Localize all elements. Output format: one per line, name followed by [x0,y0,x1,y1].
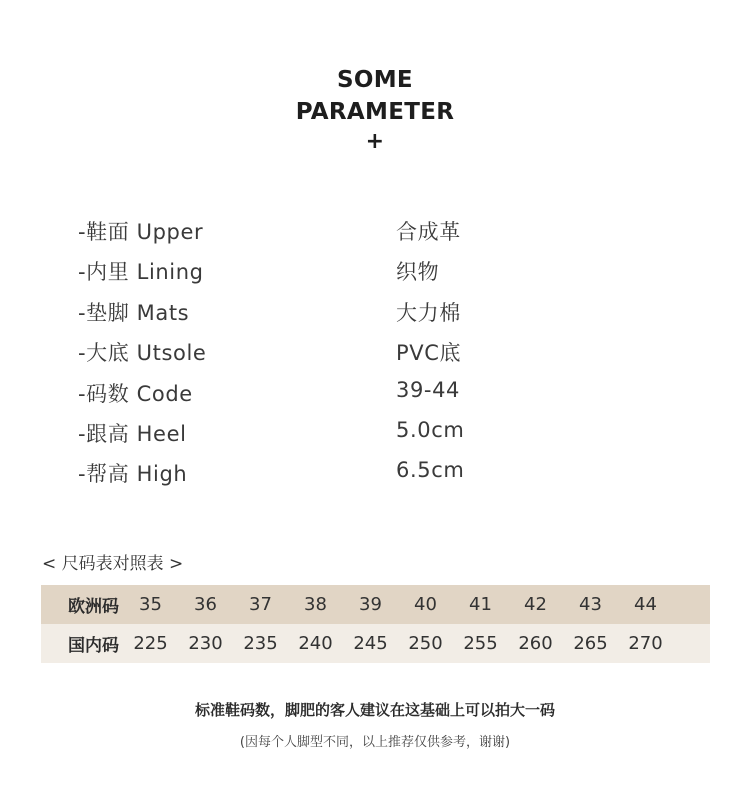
table-cell: 235 [243,633,278,654]
size-chart-heading: < 尺码表对照表 > [42,554,184,574]
param-name: -鞋面 Upper [78,220,204,244]
table-cell: 42 [524,594,547,615]
param-value: 织物 [396,260,440,285]
table-cell: 225 [133,633,168,654]
parameter-list [78,216,678,499]
page-title [0,64,750,156]
param-name: -垫脚 Mats [78,300,190,325]
size-advice-note: 标准鞋码数，脚肥的客人建议在这基础上可以拍大一码 [194,701,555,719]
size-chart-table [41,585,710,663]
param-value: 大力棉 [396,300,461,325]
table-cell: 35 [139,594,162,615]
table-cell: 41 [469,594,492,615]
plus-icon: + [365,129,385,154]
param-row-heel [78,418,678,458]
table-cell: 36 [194,594,217,615]
disclaimer-note: (因每个人脚型不同，以上推荐仅供参考，谢谢) [239,735,511,750]
table-cell: 245 [353,633,388,654]
table-cell: 230 [188,633,223,654]
table-cell: 260 [518,633,553,654]
param-row-mats [78,297,678,337]
param-name: -大底 Utsole [78,341,207,366]
table-cell: 39 [359,594,382,615]
param-value: 5.0cm [396,417,465,442]
param-name: -跟高 Heel [78,421,187,446]
param-name: -帮高 High [78,462,188,487]
table-cell: 38 [304,594,327,615]
table-cell: 44 [634,594,657,615]
table-cell: 270 [628,633,663,654]
row-label: 国内码 [68,636,119,656]
param-value: PVC底 [396,341,462,366]
param-value: 39-44 [396,377,461,402]
param-row-outsole [78,337,678,377]
param-row-lining [78,256,678,296]
row-label: 欧洲码 [68,597,119,617]
param-name: -码数 Code [78,381,193,406]
param-row-code [78,378,678,418]
table-cell: 37 [249,594,272,615]
param-row-upper [78,216,678,256]
table-cell: 255 [463,633,498,654]
param-value: 合成革 [396,220,461,244]
table-cell: 240 [298,633,333,654]
param-value: 6.5cm [396,458,465,483]
table-cell: 265 [573,633,608,654]
table-cell: 43 [579,594,602,615]
table-row-cn-size [41,624,710,663]
title-line-1: SOME [337,67,413,93]
table-cell: 250 [408,633,443,654]
param-row-high [78,458,678,498]
title-line-2: PARAMETER [295,99,455,125]
param-name: -内里 Lining [78,260,204,285]
table-row-eu-size [41,585,710,624]
table-cell: 40 [414,594,437,615]
